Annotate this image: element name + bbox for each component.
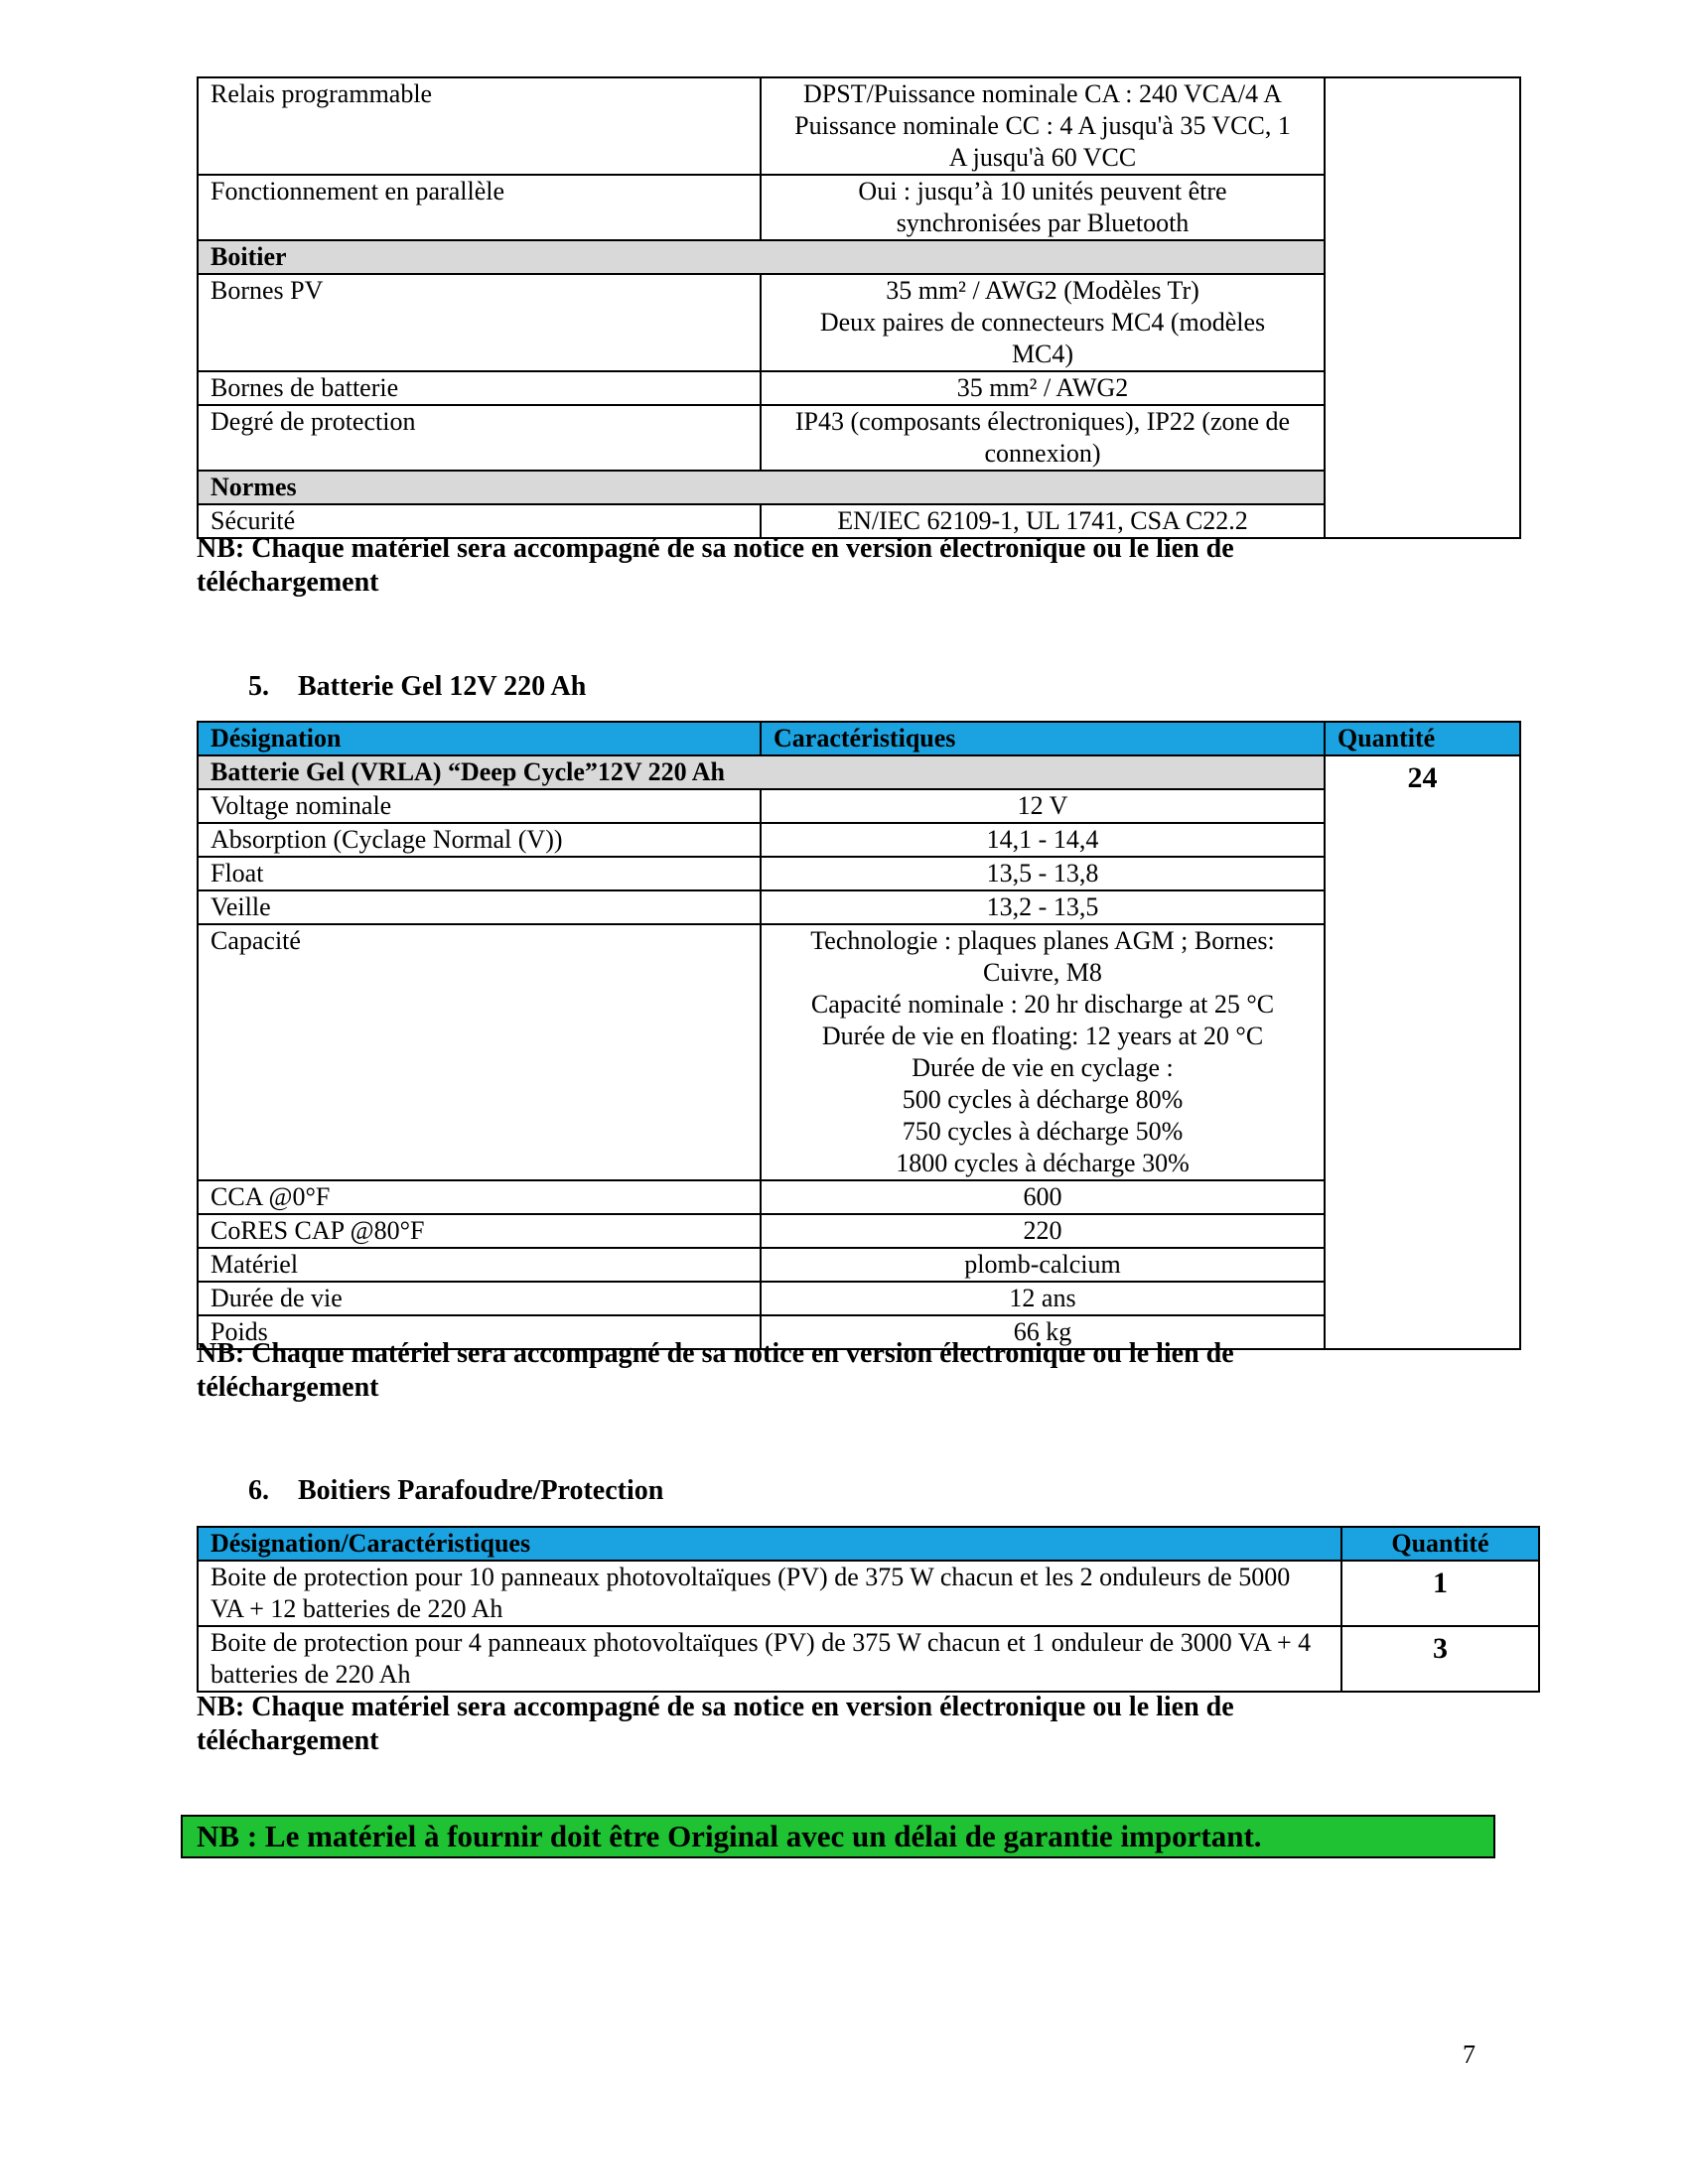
column-header: Désignation	[198, 722, 761, 755]
spec-label: Sécurité	[198, 504, 761, 538]
spec-label: Degré de protection	[198, 405, 761, 471]
table-row	[198, 924, 1520, 1180]
spec-value: DPST/Puissance nominale CA : 240 VCA/4 A Puissance nominale CC : 4 A jusqu'à 35 VCC, 1 A jusqu'à 60 VCC	[761, 77, 1325, 175]
section-label: Boitier	[198, 240, 1325, 274]
spec-label: Poids	[198, 1315, 761, 1349]
table-row	[198, 1180, 1520, 1214]
spec-value: 35 mm² / AWG2	[761, 371, 1325, 405]
section-number: 6.	[248, 1475, 269, 1506]
section-row	[198, 471, 1520, 504]
battery-table	[197, 721, 1521, 1350]
table-row	[198, 77, 1520, 175]
spec-label: Bornes PV	[198, 274, 761, 371]
protection-table	[197, 1526, 1540, 1693]
column-header: Quantité	[1325, 722, 1520, 755]
spec-label: Capacité	[198, 924, 761, 1180]
table-row	[198, 1561, 1539, 1626]
quantity-value: 1	[1341, 1561, 1539, 1626]
table-row	[198, 1626, 1539, 1692]
spec-value: 12 ans	[761, 1282, 1325, 1315]
table-row	[198, 1282, 1520, 1315]
page-number: 7	[1463, 2040, 1476, 2069]
section-row	[198, 240, 1520, 274]
nb-note: NB: Chaque matériel sera accompagné de sa notice en version électronique ou le lien de téléchargement	[197, 1692, 1234, 1756]
spec-value: 13,5 - 13,8	[761, 857, 1325, 890]
group-label: Batterie Gel (VRLA) “Deep Cycle”12V 220 Ah	[198, 755, 1325, 789]
table-row	[198, 371, 1520, 405]
spec-value: 13,2 - 13,5	[761, 890, 1325, 924]
table-row	[198, 175, 1520, 240]
spec-value: Technologie : plaques planes AGM ; Bornes: Cuivre, M8 Capacité nominale : 20 hr discharge at 25 °C Durée de vie en floating: 12 years at 20 °C Durée de vie en cyclage : 500 cycles à décharge 80% 750 cycles à décharge 50% 1800 cycles à décharge 30%	[761, 924, 1325, 1180]
spec-label: Fonctionnement en parallèle	[198, 175, 761, 240]
table-row	[198, 274, 1520, 371]
section-heading	[248, 671, 586, 703]
spec-label: Durée de vie	[198, 1282, 761, 1315]
spec-label: Matériel	[198, 1248, 761, 1282]
table-row	[198, 1248, 1520, 1282]
section-title: Boitiers Parafoudre/Protection	[298, 1475, 664, 1506]
spec-label: CCA @0°F	[198, 1180, 761, 1214]
spec-value: 220	[761, 1214, 1325, 1248]
quantity-value: 3	[1341, 1626, 1539, 1692]
item-description: Boite de protection pour 4 panneaux photovoltaïques (PV) de 375 W chacun et 1 onduleur de 3000 VA + 4 batteries de 220 Ah	[198, 1626, 1341, 1692]
spec-value: 600	[761, 1180, 1325, 1214]
table-row	[198, 1214, 1520, 1248]
table-row	[198, 405, 1520, 471]
spec-label: Bornes de batterie	[198, 371, 761, 405]
table-row	[198, 890, 1520, 924]
spec-label: Relais programmable	[198, 77, 761, 175]
spec-value: 14,1 - 14,4	[761, 823, 1325, 857]
spec-value: plomb-calcium	[761, 1248, 1325, 1282]
nb-note: NB: Chaque matériel sera accompagné de sa notice en version électronique ou le lien de téléchargement	[197, 533, 1234, 598]
quantity-cell-empty	[1325, 77, 1520, 538]
group-row	[198, 755, 1520, 789]
table-header-row	[198, 1527, 1539, 1561]
spec-value: IP43 (composants électroniques), IP22 (zone de connexion)	[761, 405, 1325, 471]
spec-value: 35 mm² / AWG2 (Modèles Tr) Deux paires de connecteurs MC4 (modèles MC4)	[761, 274, 1325, 371]
spec-value: EN/IEC 62109-1, UL 1741, CSA C22.2	[761, 504, 1325, 538]
spec-label: Voltage nominale	[198, 789, 761, 823]
spec-label: Absorption (Cyclage Normal (V))	[198, 823, 761, 857]
spec-table-continued	[197, 76, 1521, 539]
column-header: Caractéristiques	[761, 722, 1325, 755]
section-number: 5.	[248, 671, 269, 702]
spec-label: CoRES CAP @80°F	[198, 1214, 761, 1248]
quantity-value: 24	[1325, 755, 1520, 1349]
spec-value: 66 kg	[761, 1315, 1325, 1349]
nb-note: NB: Chaque matériel sera accompagné de sa notice en version électronique ou le lien de téléchargement	[197, 1338, 1234, 1403]
spec-value: 12 V	[761, 789, 1325, 823]
table-header-row	[198, 722, 1520, 755]
column-header: Quantité	[1341, 1527, 1539, 1561]
item-description: Boite de protection pour 10 panneaux photovoltaïques (PV) de 375 W chacun et les 2 onduleurs de 5000 VA + 12 batteries de 220 Ah	[198, 1561, 1341, 1626]
table-row	[198, 857, 1520, 890]
spec-value: Oui : jusqu’à 10 unités peuvent être synchronisées par Bluetooth	[761, 175, 1325, 240]
table-row	[198, 789, 1520, 823]
section-label: Normes	[198, 471, 1325, 504]
table-row	[198, 823, 1520, 857]
column-header: Désignation/Caractéristiques	[198, 1527, 1341, 1561]
final-note-banner: NB : Le matériel à fournir doit être Original avec un délai de garantie important.	[181, 1815, 1495, 1858]
spec-label: Float	[198, 857, 761, 890]
spec-label: Veille	[198, 890, 761, 924]
section-title: Batterie Gel 12V 220 Ah	[298, 671, 587, 702]
section-heading	[248, 1475, 663, 1507]
